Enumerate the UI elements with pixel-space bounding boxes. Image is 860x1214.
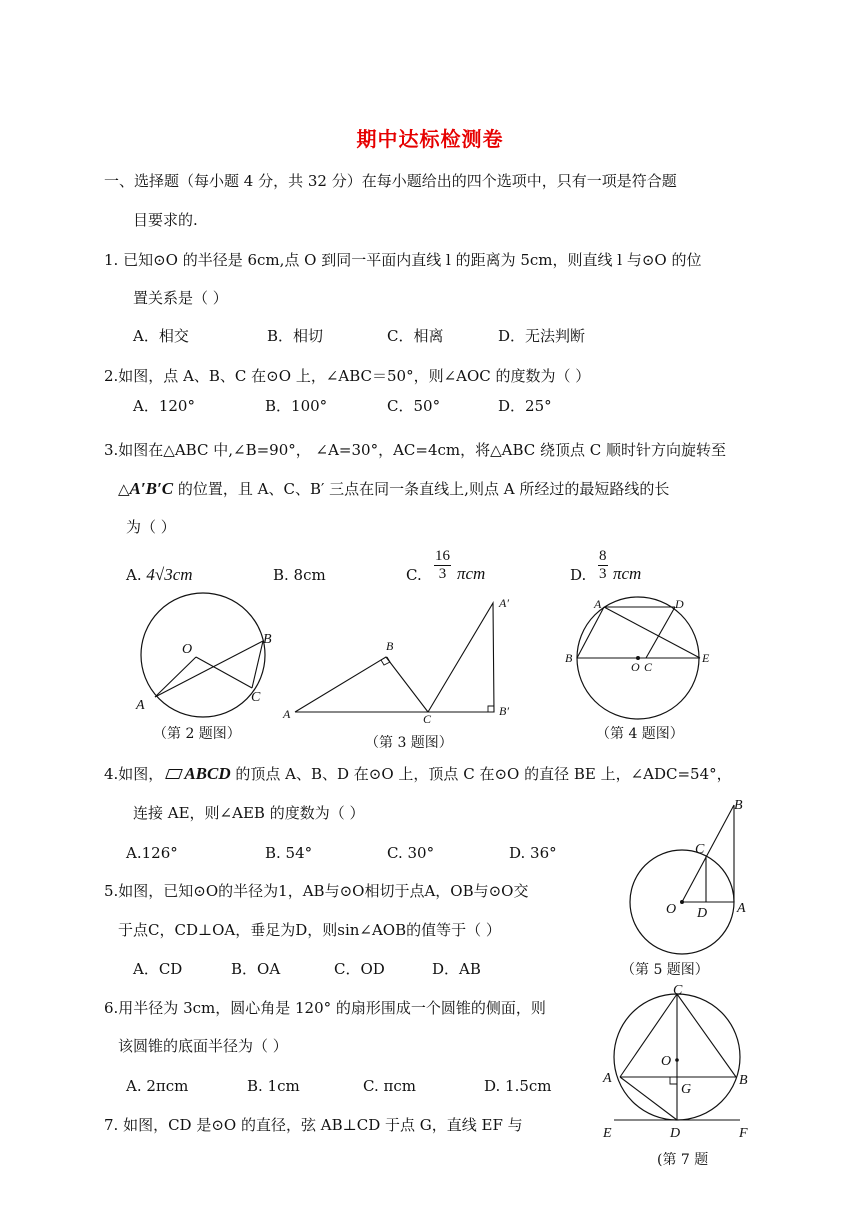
q4-stem-line1 <box>104 764 732 784</box>
q3-option-c-fraction <box>434 548 451 583</box>
fig2-label-b: B <box>263 632 272 647</box>
q3-stem-line3: 为（ ） <box>126 518 176 536</box>
q4-stem-prefix: 4.如图， <box>104 765 164 783</box>
q7-stem-line1: 7. 如图，CD 是⊙O 的直径，弦 AB⊥CD 于点 G，直线 EF 与 <box>104 1116 523 1134</box>
fig7-label-a: A <box>603 1071 612 1086</box>
figure-4-diagram <box>560 595 720 725</box>
q1-stem-line1: 1. 已知⊙O 的半径是 6cm,点 O 到同一平面内直线 l 的距离为 5cm，则直线 l 与⊙O 的位 <box>104 251 702 269</box>
q4-option-d: D. 36° <box>509 844 557 862</box>
q4-option-c: C. 30° <box>387 844 435 862</box>
fig5-label-o: O <box>666 902 677 917</box>
q2-option-b: B．100° <box>265 397 328 415</box>
fig4-label-o: O <box>631 660 640 674</box>
fig4-label-d: D <box>675 597 684 611</box>
q3-option-c-unit: πcm <box>457 564 486 583</box>
fig5-label-b: B <box>734 798 743 813</box>
q4-parallelogram-name: ABCD <box>184 764 231 783</box>
q5-stem-line1: 5.如图，已知⊙O的半径为1，AB与⊙O相切于点A，OB与⊙O交 <box>104 882 529 900</box>
figure-4-caption: （第 4 题图） <box>596 726 684 742</box>
q1-stem-line2: 置关系是（ ） <box>133 289 228 307</box>
figure-7-caption: (第 7 题 <box>657 1152 709 1168</box>
q3-option-a <box>126 565 193 585</box>
fig5-label-d: D <box>697 906 708 921</box>
fig3-label-a-prime: A′ <box>499 596 509 610</box>
q3-option-c-denominator: 3 <box>438 566 447 582</box>
q6-option-a: A. 2πcm <box>126 1077 189 1095</box>
figure-2-caption: （第 2 题图） <box>153 726 241 742</box>
parallelogram-icon <box>165 769 183 779</box>
fig3-label-a: A <box>283 707 291 721</box>
section-heading-line1: 一、选择题（每小题 4 分，共 32 分）在每小题给出的四个选项中，只有一项是符合题 <box>104 172 677 190</box>
fig5-label-c: C <box>695 842 705 857</box>
fig5-label-a: A <box>737 901 746 916</box>
q3-option-d-numerator: 8 <box>599 548 607 564</box>
section-heading-line2: 目要求的. <box>133 211 198 229</box>
q3-option-d-unit: πcm <box>613 564 642 583</box>
q6-option-b: B. 1cm <box>247 1077 300 1095</box>
q1-option-c: C．相离 <box>387 327 444 345</box>
q3-option-b: B. 8cm <box>273 566 326 584</box>
q2-stem: 2.如图，点 A、B、C 在⊙O 上，∠ABC＝50°，则∠AOC 的度数为（ ） <box>104 367 591 385</box>
fig3-triangle-a1b1c <box>428 603 494 712</box>
fig4-side-dc <box>646 607 675 658</box>
q5-option-a: A．CD <box>133 960 183 978</box>
fig5-segment-ob <box>682 805 734 902</box>
fig7-label-c: C <box>673 983 683 998</box>
q1-option-d: D．无法判断 <box>498 327 586 345</box>
q4-option-a: A.126° <box>126 844 178 862</box>
q6-stem-line1: 6.用半径为 3cm，圆心角是 120° 的扇形围成一个圆锥的侧面，则 <box>104 999 546 1017</box>
q5-option-c: C．OD <box>334 960 385 978</box>
q2-option-c: C．50° <box>387 397 441 415</box>
q3-option-a-value: 4√3cm <box>146 565 193 584</box>
q5-option-d: D．AB <box>432 960 481 978</box>
figure-2-diagram <box>120 595 290 720</box>
figure-3-caption: （第 3 题图） <box>365 735 453 751</box>
q3-option-c-label: C. <box>406 566 422 584</box>
fig7-right-angle-g <box>670 1077 677 1084</box>
fig3-label-c: C <box>423 712 432 726</box>
fig7-label-f: F <box>739 1126 748 1141</box>
q5-stem-line2: 于点C，CD⊥OA，垂足为D，则sin∠AOB的值等于（ ） <box>118 921 501 939</box>
q3-option-a-label: A. <box>126 566 142 584</box>
fig2-label-o: O <box>182 642 193 657</box>
fig3-label-b: B <box>386 639 394 653</box>
figure-5-caption: （第 5 题图） <box>621 962 709 978</box>
fig2-circle <box>141 593 265 717</box>
fig3-triangle-abc <box>295 657 428 712</box>
q3-stem-line1: 3.如图在△ABC 中,∠B=90°， ∠A=30°，AC=4cm，将△ABC 绕顶点 C 顺时针方向旋转至 <box>104 441 727 459</box>
q4-stem-text: 的顶点 A、B、D 在⊙O 上，顶点 C 在⊙O 的直径 BE 上，∠ADC=54°， <box>230 765 732 783</box>
exam-title: 期中达标检测卷 <box>356 127 504 151</box>
fig2-label-c: C <box>251 690 261 705</box>
fig7-center-point <box>675 1058 679 1062</box>
q3-rotated-triangle: A′B′C <box>129 479 174 498</box>
q2-option-d: D．25° <box>498 397 552 415</box>
q3-stem-line2 <box>118 479 669 499</box>
q3-stem-line2-text: 的位置，且 A、C、B′ 三点在同一条直线上,则点 A 所经过的最短路线的长 <box>173 480 670 498</box>
fig7-label-e: E <box>603 1126 612 1141</box>
q6-option-d: D. 1.5cm <box>484 1077 552 1095</box>
fig7-label-o: O <box>661 1054 672 1069</box>
q1-option-b: B．相切 <box>267 327 324 345</box>
fig7-label-b: B <box>739 1073 748 1088</box>
fig2-segment-bc <box>252 641 263 688</box>
fig7-segment-cb <box>677 994 736 1077</box>
fig2-segment-ab <box>155 641 263 697</box>
q3-triangle-symbol: △ <box>118 480 130 498</box>
q6-stem-line2: 该圆锥的底面半径为（ ） <box>118 1037 288 1055</box>
q4-stem-line2: 连接 AE，则∠AEB 的度数为（ ） <box>133 804 365 822</box>
q4-option-b: B. 54° <box>265 844 313 862</box>
fig4-segment-ae <box>604 607 700 658</box>
figure-7-diagram <box>600 980 770 1145</box>
fig4-label-c: C <box>644 660 653 674</box>
q3-option-d-label: D. <box>570 566 587 584</box>
fig4-label-e: E <box>702 651 710 665</box>
fig3-label-b-prime: B′ <box>499 704 509 718</box>
figure-5-diagram <box>615 795 765 960</box>
q1-option-a: A．相交 <box>133 327 189 345</box>
fig2-label-a: A <box>136 698 145 713</box>
fig5-center-point <box>680 900 684 904</box>
q3-option-c-numerator: 16 <box>435 548 450 564</box>
q5-option-b: B．OA <box>231 960 281 978</box>
fig2-segment-oa <box>155 657 196 697</box>
fig4-label-a: A <box>594 597 602 611</box>
fig4-label-b: B <box>565 651 573 665</box>
q3-option-d-fraction <box>598 548 608 583</box>
fig4-side-ab <box>577 607 604 658</box>
q2-option-a: A．120° <box>133 397 195 415</box>
q6-option-c: C. πcm <box>363 1077 416 1095</box>
fig7-label-d: D <box>670 1126 681 1141</box>
fig3-right-angle-b1 <box>488 706 494 712</box>
fig7-label-g: G <box>681 1082 692 1097</box>
q3-option-d-denominator: 3 <box>599 566 607 582</box>
figure-3-diagram <box>280 595 520 726</box>
